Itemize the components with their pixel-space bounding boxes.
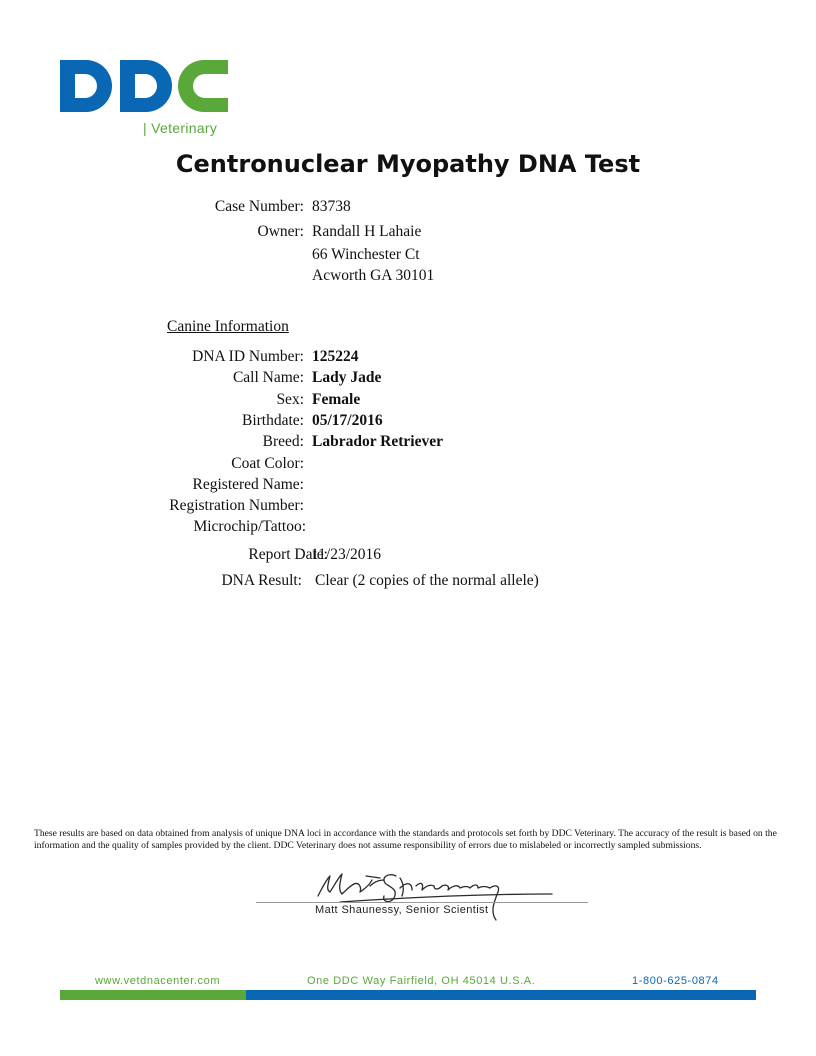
dna-id-label: DNA ID Number:: [192, 348, 304, 365]
case-number-label: Case Number:: [214, 198, 304, 215]
sex-value: Female: [312, 391, 361, 408]
dna-result-label: DNA Result:: [221, 572, 302, 589]
page-title: Centronuclear Myopathy DNA Test: [175, 150, 641, 178]
sex-label: Sex:: [276, 391, 304, 408]
logo-subtitle: | Veterinary: [143, 120, 218, 136]
footer-bar-blue: [246, 990, 756, 1000]
registration-number-label: Registration Number:: [169, 497, 304, 514]
call-name-value: Lady Jade: [312, 369, 382, 386]
owner-address-line2: Acworth GA 30101: [312, 267, 435, 284]
canine-information-heading: Canine Information: [167, 318, 289, 335]
disclaimer-text: These results are based on data obtained from analysis of unique DNA loci in accordance with the standards and protocols set forth by DDC Veterinary. The accuracy of the result is based on the information and the quality of samples provided by the client. DDC Veterinary does not assume responsibility of errors due to mislabeled or incorrectly sampled submissions.: [34, 828, 777, 851]
owner-address-line1: 66 Winchester Ct: [312, 246, 420, 263]
report-date-label: Report Date:: [248, 546, 328, 563]
signatory-name: Matt Shaunessy, Senior Scientist: [315, 904, 489, 916]
call-name-label: Call Name:: [232, 369, 304, 386]
dna-result-value: Clear (2 copies of the normal allele): [315, 572, 539, 589]
footer-phone: 1-800-625-0874: [632, 975, 719, 987]
report-date-value: 11/23/2016: [311, 546, 382, 563]
footer-bar-green: [60, 990, 246, 1000]
dna-id-value: 125224: [312, 348, 359, 365]
registered-name-label: Registered Name:: [192, 476, 304, 493]
signature-line: [256, 902, 588, 903]
owner-name: Randall H Lahaie: [312, 223, 422, 240]
owner-label: Owner:: [257, 223, 304, 240]
microchip-label: Microchip/Tattoo:: [193, 518, 306, 535]
footer-address: One DDC Way Fairfield, OH 45014 U.S.A.: [307, 975, 536, 987]
logo-letter-d-2: [120, 60, 172, 112]
coat-color-label: Coat Color:: [231, 455, 304, 472]
footer-website[interactable]: www.vetdnacenter.com: [95, 975, 221, 987]
signature-image: [300, 858, 570, 928]
breed-label: Breed:: [262, 433, 304, 450]
logo-letter-c: [178, 60, 228, 112]
birthdate-label: Birthdate:: [242, 412, 304, 429]
logo-letter-d-1: [60, 60, 112, 112]
case-number-value: 83738: [312, 198, 351, 215]
birthdate-value: 05/17/2016: [312, 412, 383, 429]
breed-value: Labrador Retriever: [312, 433, 443, 450]
